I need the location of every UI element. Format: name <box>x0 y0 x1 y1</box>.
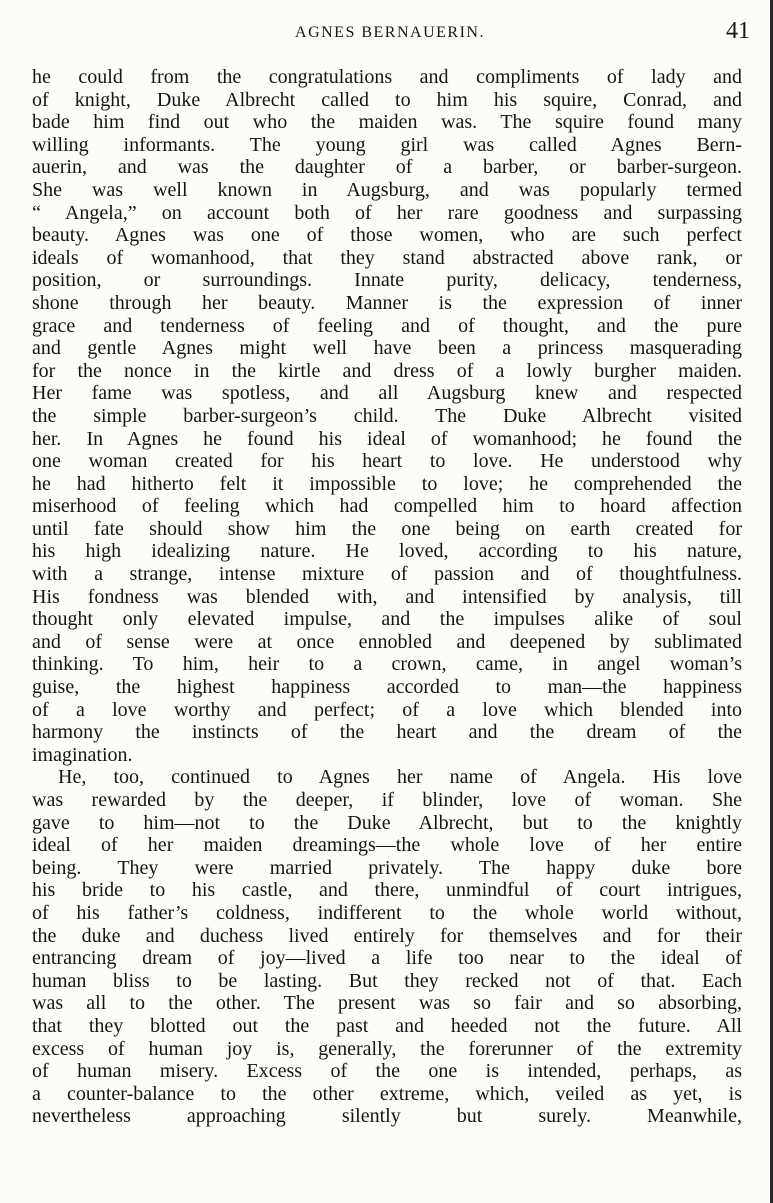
running-title: AGNES BERNAUERIN. <box>295 24 485 41</box>
text-line: auerin, and was the daughter of a barber, or barber-surgeon. <box>32 156 742 179</box>
text-line: with a strange, intense mixture of passion and of thoughtfulness. <box>32 563 742 586</box>
text-line: gave to him—not to the Duke Albrecht, but to the knightly <box>32 811 742 834</box>
text-line: was all to the other. The present was so fair and so absorbing, <box>32 992 742 1015</box>
text-line: and gentle Agnes might well have been a princess masquerading <box>32 337 742 360</box>
text-line: human bliss to be lasting. But they recked not of that. Each <box>32 969 742 992</box>
text-line: of knight, Duke Albrecht called to him his squire, Conrad, and <box>32 88 742 111</box>
text-line: nevertheless approaching silently but surely. Meanwhile, <box>32 1105 742 1128</box>
text-line: grace and tenderness of feeling and of thought, and the pure <box>32 314 742 337</box>
text-line: bade him find out who the maiden was. The squire found many <box>32 111 742 134</box>
text-line: that they blotted out the past and heeded not the future. All <box>32 1014 742 1037</box>
page-number: 41 <box>726 18 750 44</box>
text-line: His fondness was blended with, and intensified by analysis, till <box>32 585 742 608</box>
text-line: his high idealizing nature. He loved, according to his nature, <box>32 540 742 563</box>
text-line: for the nonce in the kirtle and dress of a lowly burgher maiden. <box>32 359 742 382</box>
text-line: being. They were married privately. The happy duke bore <box>32 856 742 879</box>
text-line: shone through her beauty. Manner is the expression of inner <box>32 291 742 314</box>
body-text <box>32 66 742 1128</box>
text-line: She was well known in Augsburg, and was popularly termed <box>32 178 742 201</box>
text-line: He, too, continued to Agnes her name of Angela. His love <box>58 766 742 789</box>
text-line: harmony the instincts of the heart and the dream of the <box>32 721 742 744</box>
text-line: he could from the congratulations and compliments of lady and <box>32 66 742 88</box>
text-line: one woman created for his heart to love. He understood why <box>32 450 742 473</box>
text-line: position, or surroundings. Innate purity, delicacy, tenderness, <box>32 269 742 292</box>
text-line: and of sense were at once ennobled and deepened by sublimated <box>32 630 742 653</box>
text-line: ideals of womanhood, that they stand abstracted above rank, or <box>32 246 742 269</box>
text-line: miserhood of feeling which had compelled him to hoard affection <box>32 495 742 518</box>
text-line: of his father’s coldness, indifferent to the whole world without, <box>32 901 742 924</box>
text-line: until fate should show him the one being on earth created for <box>32 517 742 540</box>
text-line: willing informants. The young girl was called Agnes Bern- <box>32 133 742 156</box>
text-line: thought only elevated impulse, and the impulses alike of soul <box>32 608 742 631</box>
text-line: her. In Agnes he found his ideal of womanhood; he found the <box>32 427 742 450</box>
text-line: “ Angela,” on account both of her rare goodness and surpassing <box>32 201 742 224</box>
text-line: he had hitherto felt it impossible to love; he comprehended the <box>32 472 742 495</box>
text-line: the duke and duchess lived entirely for themselves and for their <box>32 924 742 947</box>
text-line: the simple barber-surgeon’s child. The Duke Albrecht visited <box>32 404 742 427</box>
text-line: entrancing dream of joy—lived a life too near to the ideal of <box>32 947 742 970</box>
text-line: a counter-balance to the other extreme, which, veiled as yet, is <box>32 1082 742 1105</box>
text-line: Her fame was spotless, and all Augsburg knew and respected <box>32 382 742 405</box>
text-line: was rewarded by the deeper, if blinder, love of woman. She <box>32 789 742 811</box>
text-line: of human misery. Excess of the one is intended, perhaps, as <box>32 1060 742 1083</box>
text-line: imagination. <box>32 743 133 766</box>
text-line: thinking. To him, heir to a crown, came, in angel woman’s <box>32 653 742 676</box>
text-line: excess of human joy is, generally, the forerunner of the extremity <box>32 1037 742 1060</box>
text-line: ideal of her maiden dreamings—the whole love of her entire <box>32 834 742 857</box>
page-header <box>30 16 750 48</box>
text-line: of a love worthy and perfect; of a love which blended into <box>32 698 742 721</box>
text-line: his bride to his castle, and there, unmindful of court intrigues, <box>32 879 742 902</box>
text-line: beauty. Agnes was one of those women, who are such perfect <box>32 224 742 247</box>
text-line: guise, the highest happiness accorded to man—the happiness <box>32 676 742 699</box>
